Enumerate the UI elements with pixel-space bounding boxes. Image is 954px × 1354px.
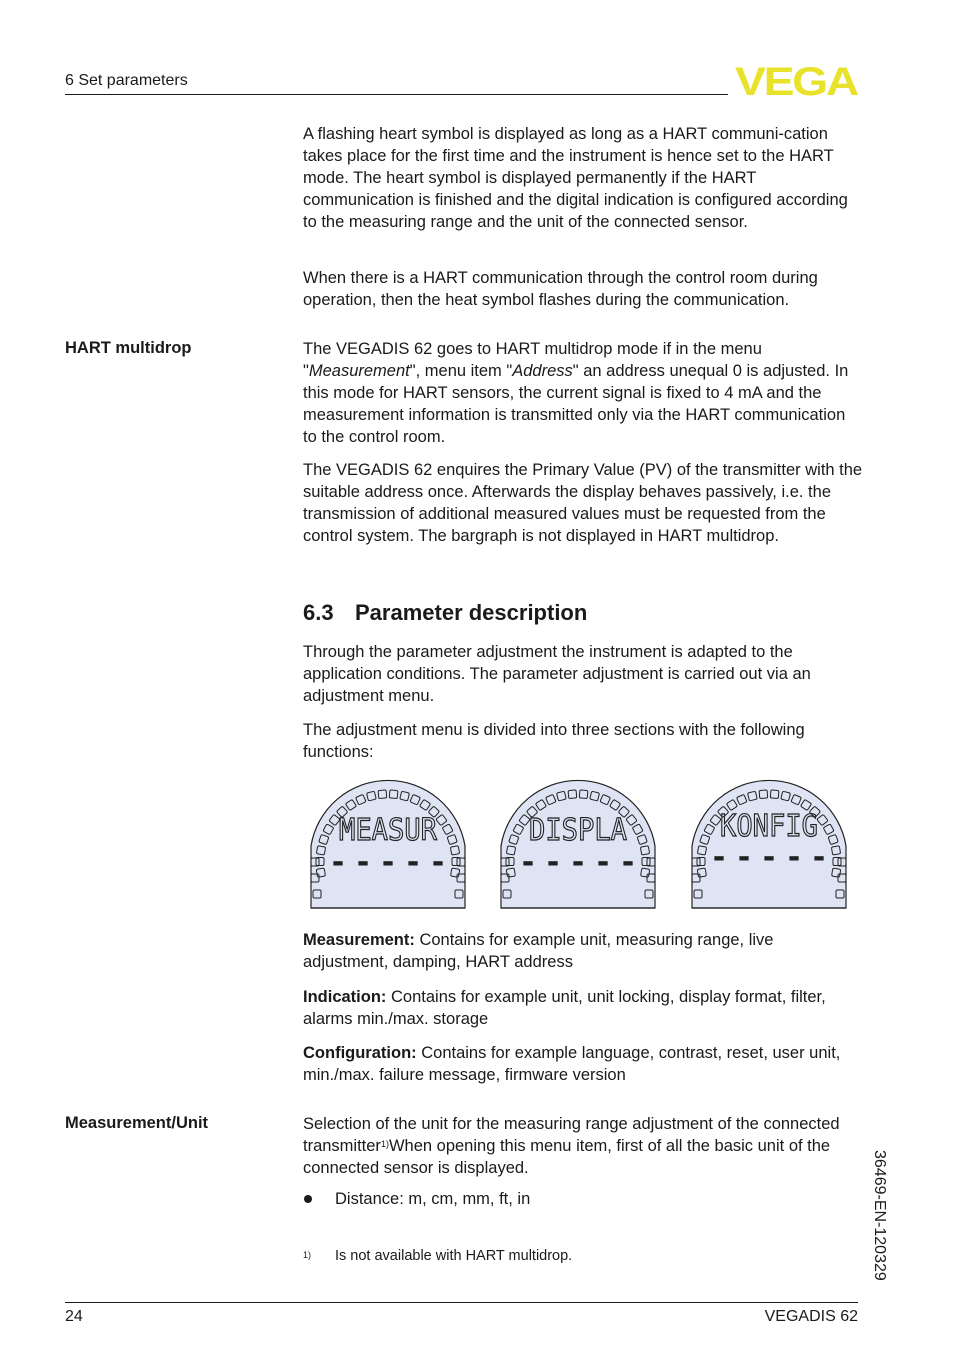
intro-paragraph-1: A flashing heart symbol is displayed as long as a HART communi-cation takes place for the first time and the instrument is hence set to the HART mode. The heart symbol is displayed permanently if the HART communication is finished and the digital indication is configured according to the measuring range and the unit of the connected sensor. — [303, 125, 848, 231]
svg-text:VEGA: VEGA — [735, 64, 859, 98]
footnote-mark: 1) — [303, 1250, 312, 1260]
header-rule — [65, 94, 728, 95]
header-section-title: 6 Set parameters — [65, 72, 188, 89]
configuration-label: Configuration: — [303, 1044, 417, 1062]
indication-description: Indication: Contains for example unit, unit locking, display format, filter, alarms min./max. storage — [303, 988, 826, 1028]
display-displa-text: DISPLA — [529, 813, 627, 848]
measurement-unit-label: Measurement/Unit — [65, 1114, 209, 1132]
section-paragraph-1: Through the parameter adjustment the instrument is adapted to the application conditions. The parameter adjustment is carried out via an adjustment menu. — [303, 643, 811, 705]
indication-label: Indication: — [303, 988, 387, 1006]
bullet-distance-units: Distance: m, cm, mm, ft, in — [335, 1190, 531, 1208]
display-displa-dashes: ----- — [519, 845, 637, 880]
display-measur-text: MEASUR — [339, 813, 438, 848]
display-illustrations — [303, 776, 863, 916]
display-konfig — [684, 776, 854, 916]
configuration-description: Configuration: Contains for example language, contrast, reset, user unit, min./max. failure message, firmware version — [303, 1044, 841, 1084]
display-displa — [493, 776, 663, 916]
multidrop-paragraph-2: The VEGADIS 62 enquires the Primary Value (PV) of the transmitter with the suitable address once. Afterwards the display behaves passively, i.e. the transmission of additional measured values must be requested from the control system. The bargraph is not displayed in HART multidrop. — [303, 461, 863, 545]
footnote-ref: 1) — [380, 1139, 389, 1149]
menu-address-term: Address — [512, 362, 573, 380]
measurement-label: Measurement: — [303, 931, 415, 949]
menu-measurement-term: Measurement — [308, 362, 410, 380]
footer-rule — [65, 1302, 858, 1303]
multidrop-paragraph-1: The VEGADIS 62 goes to HART multidrop mode if in the menu "Measurement", menu item "Address" an address unequal 0 is adjusted. In this mode for HART sensors, the current signal is fixed to 4 mA and the measurement information is transmitted only via the HART communication to the control room. — [303, 340, 849, 446]
display-konfig-text: KONFIG — [720, 809, 818, 844]
bullet-dot — [304, 1195, 312, 1203]
display-konfig-dashes: ----- — [710, 840, 828, 875]
measurement-description: Measurement: Contains for example unit, measuring range, live adjustment, damping, HART address — [303, 931, 774, 971]
unit-paragraph: Selection of the unit for the measuring range adjustment of the connected transmitter$^{1)}$When opening this menu item, first of all the basic unit of the connected sensor is displayed. — [303, 1115, 840, 1177]
vega-logo — [735, 64, 859, 103]
document-code: 36469-EN-120329 — [871, 1150, 888, 1281]
footnote-text: Is not available with HART multidrop. — [335, 1248, 573, 1264]
section-heading: 6.3 Parameter description — [303, 600, 588, 625]
page-number: 24 — [65, 1308, 83, 1325]
hart-multidrop-label: HART multidrop — [65, 339, 192, 357]
section-paragraph-2: The adjustment menu is divided into three sections with the following functions: — [303, 721, 805, 761]
display-measur-dashes: ----- — [329, 845, 447, 880]
intro-paragraph-2: When there is a HART communication through the control room during operation, then the heat symbol flashes during the communication. — [303, 269, 818, 309]
display-measur — [303, 776, 473, 916]
product-name: VEGADIS 62 — [764, 1308, 858, 1325]
